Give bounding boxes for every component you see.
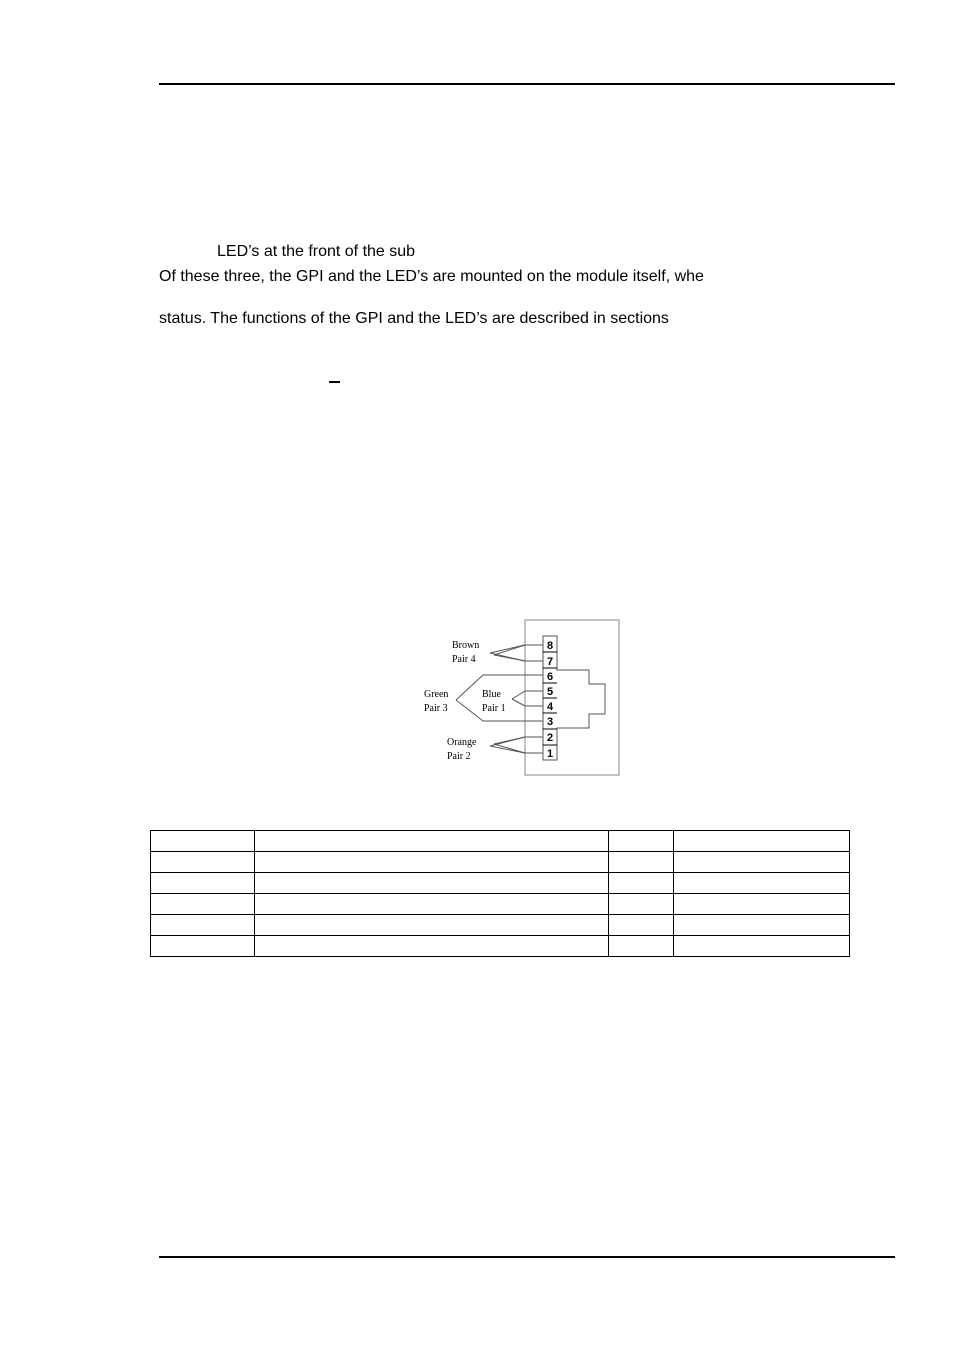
blue-label: Blue <box>482 689 501 700</box>
table-cell <box>674 852 850 873</box>
pin-5: 5 <box>546 686 554 698</box>
pin-8: 8 <box>546 640 554 652</box>
body-line-2: Of these three, the GPI and the LED’s are mounted on the module itself, whe <box>159 268 704 285</box>
table-cell <box>254 831 608 852</box>
footer-rule <box>159 1256 895 1258</box>
table-cell <box>674 936 850 957</box>
brown-label: Brown <box>452 640 480 651</box>
table-cell <box>254 915 608 936</box>
pin-6: 6 <box>546 671 554 683</box>
table-cell <box>609 873 674 894</box>
table-cell <box>151 873 255 894</box>
table-cell <box>609 831 674 852</box>
pin-3: 3 <box>546 716 554 728</box>
table-cell <box>674 831 850 852</box>
brown-pair-label: Pair 4 <box>452 654 476 665</box>
header-rule <box>159 83 895 85</box>
table-row <box>151 936 850 957</box>
blue-pair-label: Pair 1 <box>482 703 506 714</box>
pin-2: 2 <box>546 732 554 744</box>
table-cell <box>151 831 255 852</box>
pin-7: 7 <box>546 656 554 668</box>
heading-dash <box>329 381 340 383</box>
table-row <box>151 894 850 915</box>
orange-label: Orange <box>447 737 477 748</box>
table-cell <box>151 852 255 873</box>
table-row <box>151 873 850 894</box>
orange-pair-label: Pair 2 <box>447 751 471 762</box>
table-cell <box>609 915 674 936</box>
table-row <box>151 915 850 936</box>
table-cell <box>609 852 674 873</box>
body-line-3: status. The functions of the GPI and the LED’s are described in sections <box>159 310 669 327</box>
table-cell <box>151 894 255 915</box>
table-cell <box>151 915 255 936</box>
pinout-table <box>150 830 850 957</box>
table-cell <box>254 936 608 957</box>
table-row <box>151 831 850 852</box>
green-pair-label: Pair 3 <box>424 703 448 714</box>
table-cell <box>254 852 608 873</box>
table-cell <box>609 936 674 957</box>
pin-4: 4 <box>546 701 554 713</box>
table-cell <box>609 894 674 915</box>
green-label: Green <box>424 689 449 700</box>
table-cell <box>674 915 850 936</box>
table-cell <box>674 873 850 894</box>
rj45-pinout-diagram <box>418 616 623 780</box>
table-cell <box>254 873 608 894</box>
table-cell <box>151 936 255 957</box>
table-row <box>151 852 850 873</box>
pinout-table-body <box>151 831 850 957</box>
table-cell <box>254 894 608 915</box>
table-cell <box>674 894 850 915</box>
pin-1: 1 <box>546 748 554 760</box>
body-line-1: LED’s at the front of the sub <box>217 243 416 260</box>
